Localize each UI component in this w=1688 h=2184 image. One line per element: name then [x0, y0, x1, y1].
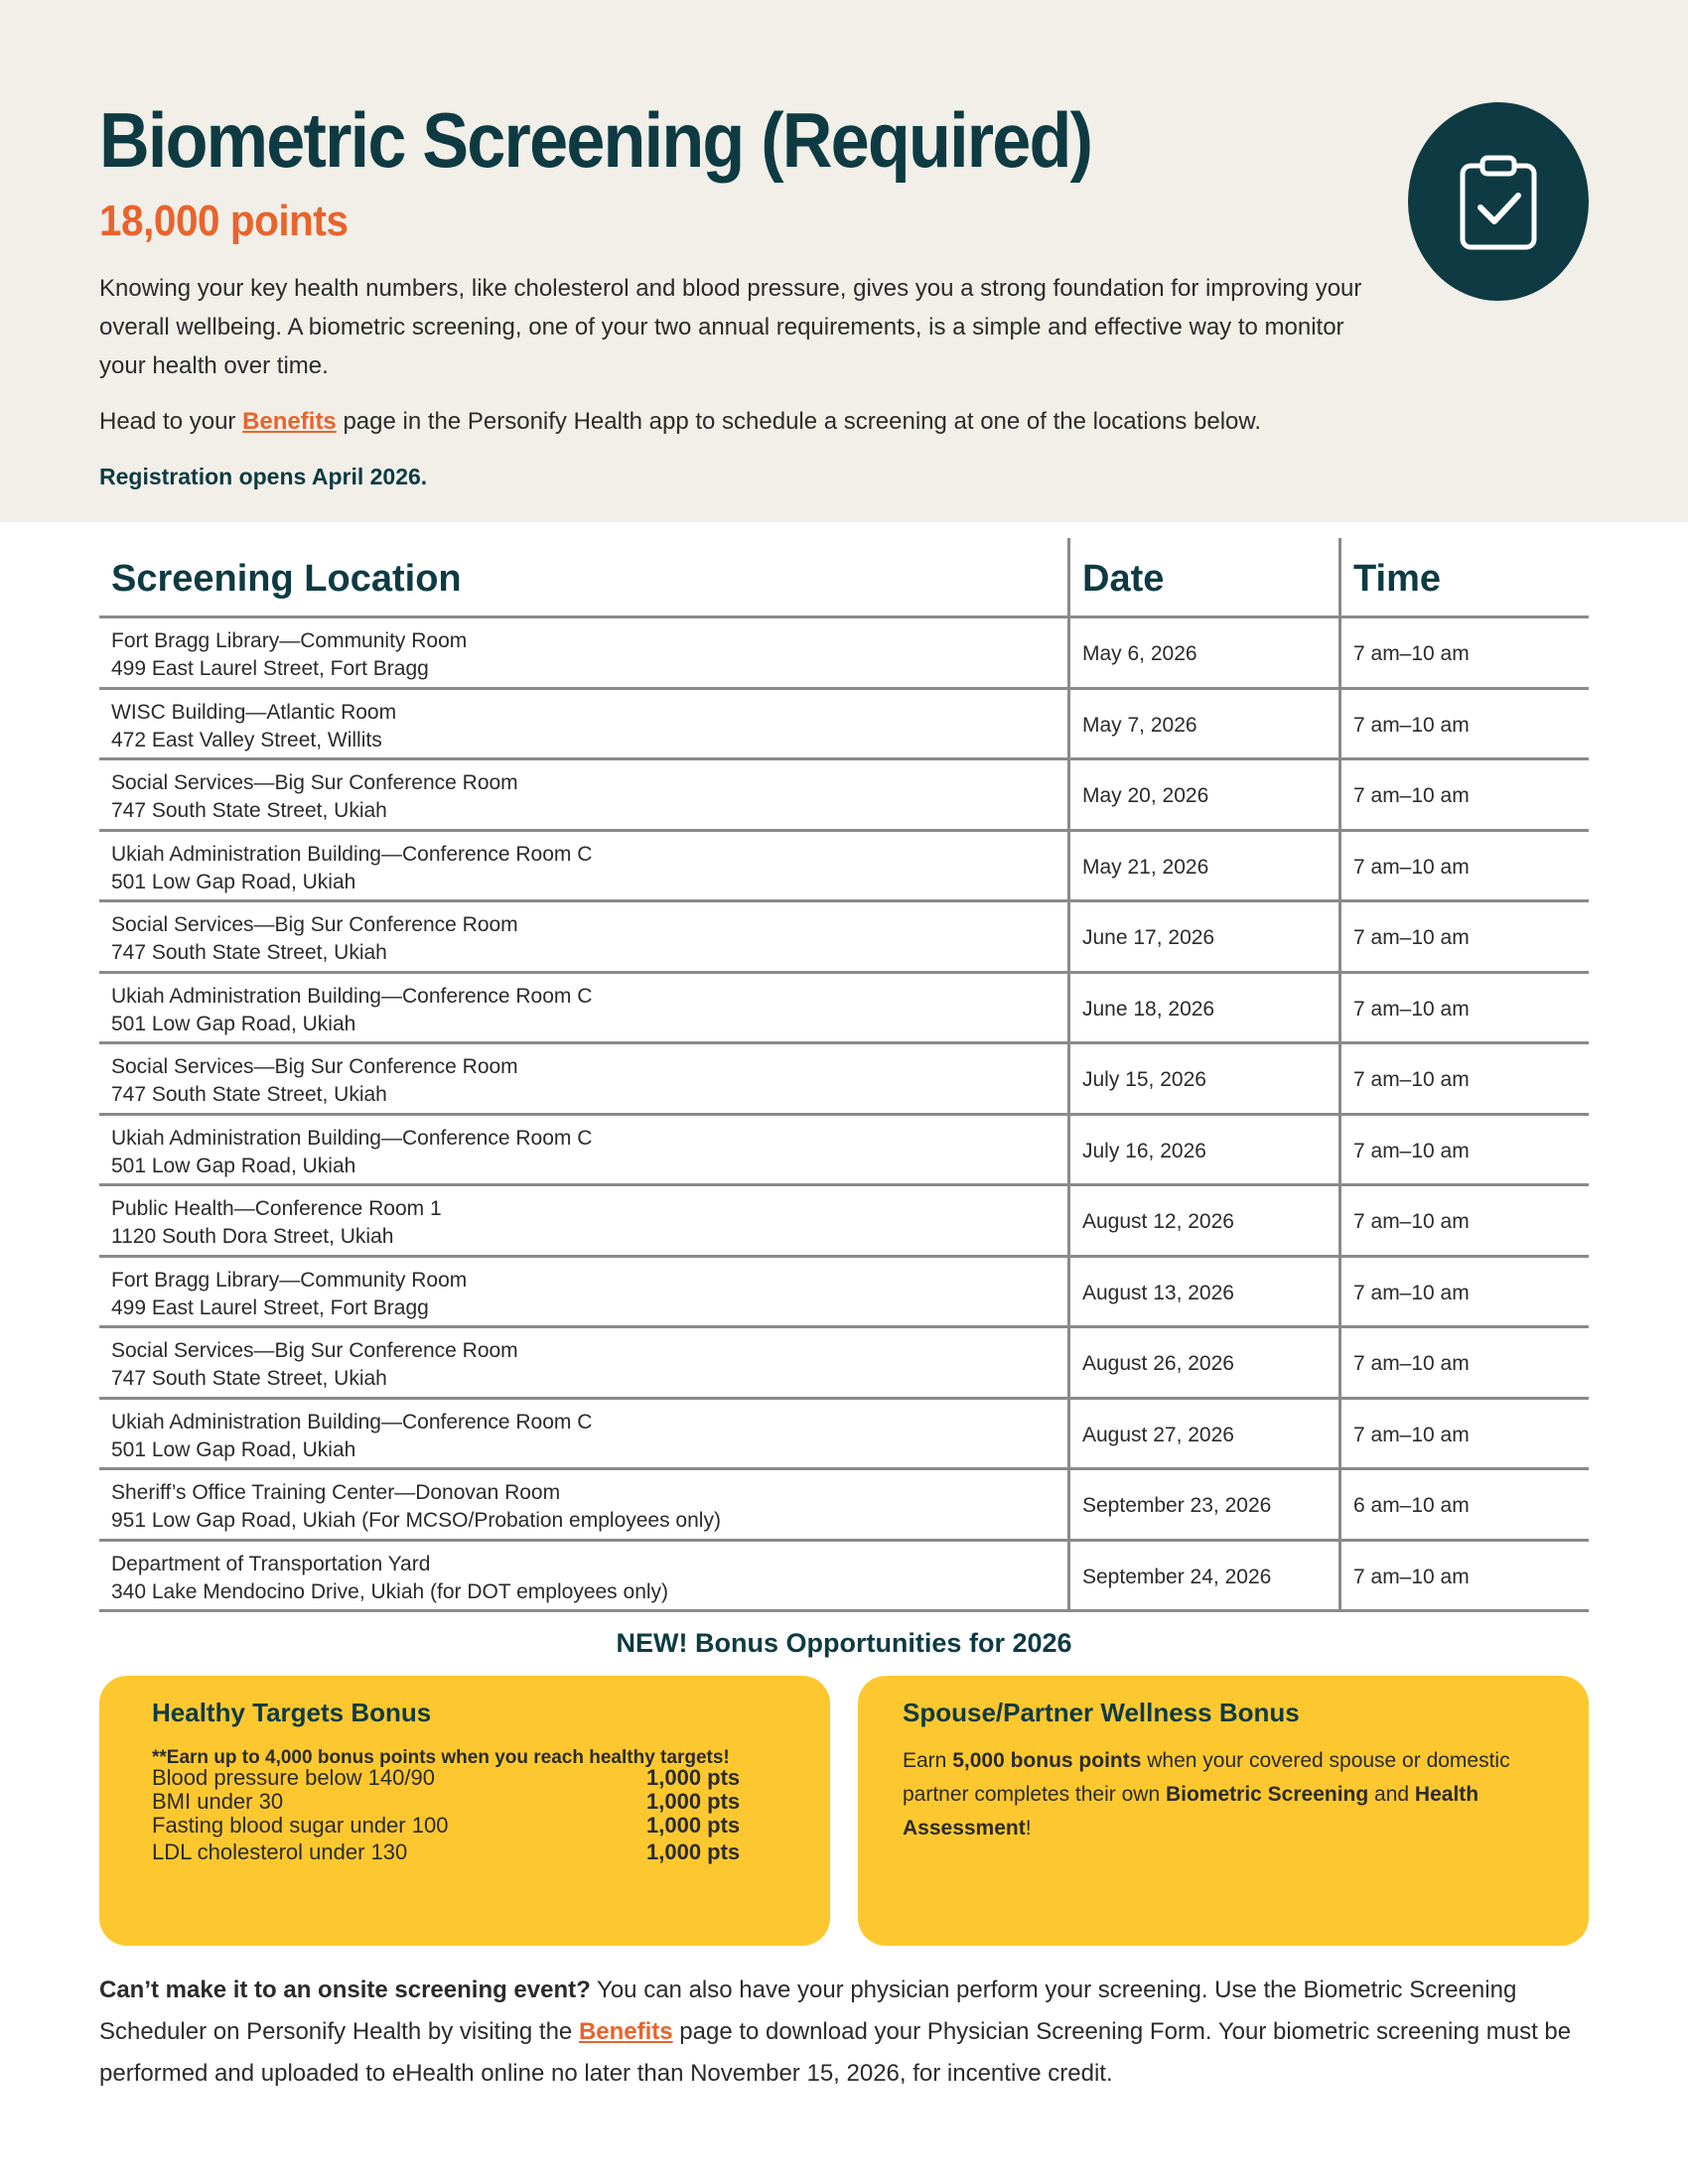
table-row	[99, 902, 1589, 974]
spouse-bold-2: Biometric Screening	[1165, 1783, 1369, 1806]
location-address: 747 South State Street, Ukiah	[111, 1083, 387, 1106]
location-address: 501 Low Gap Road, Ukiah	[111, 1012, 356, 1035]
page-title: Biometric Screening (Required)	[99, 96, 1092, 184]
table-row	[99, 1116, 1589, 1187]
date-cell: May 20, 2026	[1082, 784, 1209, 807]
location-name: Ukiah Administration Building—Conference Room C	[111, 984, 593, 1008]
date-cell: July 16, 2026	[1082, 1139, 1206, 1162]
physician-option-text-2: page to download your Physician Screening Form. Your biometric screening must be performed and uploaded to eHealth online no later than November 15, 2026, for incentive credit.	[99, 2018, 1572, 2087]
time-cell: 7 am–10 am	[1353, 1210, 1470, 1233]
date-cell: May 7, 2026	[1082, 713, 1197, 737]
location-cell	[111, 911, 518, 967]
points-value: 18,000 points	[99, 197, 349, 245]
date-cell: June 18, 2026	[1082, 997, 1215, 1021]
table-row	[99, 1542, 1589, 1613]
spouse-bold-3: Health Assessment	[903, 1783, 1479, 1840]
date-cell: June 17, 2026	[1082, 926, 1215, 949]
target-label: Blood pressure below 140/90	[152, 1765, 435, 1790]
time-cell: 7 am–10 am	[1353, 997, 1470, 1021]
location-name: Fort Bragg Library—Community Room	[111, 1268, 468, 1292]
location-name: Ukiah Administration Building—Conference Room C	[111, 1126, 593, 1150]
time-cell: 7 am–10 am	[1353, 713, 1470, 737]
location-name: Ukiah Administration Building—Conference Room C	[111, 842, 593, 866]
location-name: Fort Bragg Library—Community Room	[111, 629, 468, 652]
table-row	[99, 974, 1589, 1045]
location-address: 501 Low Gap Road, Ukiah	[111, 1437, 356, 1461]
location-cell	[111, 1125, 592, 1180]
location-cell	[111, 983, 592, 1038]
location-name: Sheriff’s Office Training Center—Donovan Room	[111, 1481, 561, 1504]
target-points: 1,000 pts	[646, 1813, 741, 1838]
date-cell: August 13, 2026	[1082, 1281, 1234, 1304]
date-cell: September 24, 2026	[1082, 1565, 1272, 1588]
screening-table	[99, 538, 1589, 1612]
location-cell	[111, 1551, 668, 1606]
time-cell: 6 am–10 am	[1353, 1494, 1470, 1517]
location-address: 1120 South Dora Street, Ukiah	[111, 1225, 394, 1248]
table-row	[99, 1258, 1589, 1329]
location-cell	[111, 1195, 442, 1251]
location-address: 499 East Laurel Street, Fort Bragg	[111, 1296, 429, 1319]
table-row	[99, 760, 1589, 832]
date-cell: July 15, 2026	[1082, 1068, 1206, 1091]
location-address: 951 Low Gap Road, Ukiah (For MCSO/Probation employees only)	[111, 1509, 721, 1532]
instructions-prefix: Head to your	[99, 408, 243, 435]
healthy-targets-title: Healthy Targets Bonus	[152, 1698, 432, 1727]
spouse-text-4: !	[1025, 1817, 1032, 1840]
location-name: Department of Transportation Yard	[111, 1552, 431, 1575]
location-cell	[111, 627, 467, 683]
time-cell: 7 am–10 am	[1353, 1068, 1470, 1091]
spouse-bonus-text	[903, 1744, 1558, 1845]
clipboard-check-icon	[1459, 152, 1538, 251]
location-address: 472 East Valley Street, Willits	[111, 728, 382, 751]
header-time: Time	[1353, 558, 1442, 600]
healthy-targets-card	[99, 1676, 830, 1946]
header-banner	[0, 0, 1688, 522]
location-address: 747 South State Street, Ukiah	[111, 941, 387, 964]
location-address: 501 Low Gap Road, Ukiah	[111, 870, 356, 893]
table-row	[99, 1044, 1589, 1116]
spouse-text-1: Earn	[903, 1749, 953, 1772]
location-name: Social Services—Big Sur Conference Room	[111, 1339, 518, 1362]
time-cell: 7 am–10 am	[1353, 1281, 1470, 1304]
target-label: LDL cholesterol under 130	[152, 1840, 408, 1864]
location-cell	[111, 1409, 592, 1464]
time-cell: 7 am–10 am	[1353, 784, 1470, 807]
spouse-bonus-card	[858, 1676, 1589, 1946]
schedule-instructions	[99, 408, 1589, 436]
location-cell	[111, 1479, 721, 1535]
benefits-link[interactable]: Benefits	[242, 408, 337, 435]
header-location: Screening Location	[111, 558, 462, 600]
intro-paragraph: Knowing your key health numbers, like cholesterol and blood pressure, gives you a strong foundation for improving your overall wellbeing. A biometric screening, one of your two annual requirements, is a simple and effective way to monitor your health over time.	[99, 275, 1362, 379]
location-name: Ukiah Administration Building—Conference Room C	[111, 1410, 593, 1433]
table-row	[99, 832, 1589, 903]
target-label: BMI under 30	[152, 1789, 284, 1814]
instructions-suffix: page in the Personify Health app to schedule a screening at one of the locations below.	[336, 408, 1262, 435]
time-cell: 7 am–10 am	[1353, 926, 1470, 949]
date-cell: August 26, 2026	[1082, 1352, 1234, 1375]
location-address: 501 Low Gap Road, Ukiah	[111, 1154, 356, 1177]
location-cell	[111, 841, 592, 896]
healthy-targets-subtitle: **Earn up to 4,000 bonus points when you reach healthy targets!	[152, 1747, 730, 1768]
location-name: WISC Building—Atlantic Room	[111, 700, 397, 724]
location-cell	[111, 769, 518, 825]
date-cell: August 12, 2026	[1082, 1210, 1234, 1233]
location-address: 340 Lake Mendocino Drive, Ukiah (for DOT employees only)	[111, 1579, 669, 1603]
physician-option-paragraph	[99, 1970, 1609, 2095]
date-cell: May 21, 2026	[1082, 855, 1209, 879]
physician-option-text-1: You can also have your physician perform your screening. Use the Biometric Screening Scheduler on Personify Health by visiting the	[99, 1977, 1517, 2045]
location-name: Social Services—Big Sur Conference Room	[111, 1055, 518, 1078]
location-address: 747 South State Street, Ukiah	[111, 799, 387, 822]
table-row	[99, 618, 1589, 690]
table-row	[99, 1400, 1589, 1471]
table-row	[99, 1186, 1589, 1258]
registration-notice: Registration opens April 2026.	[99, 464, 428, 489]
date-cell: August 27, 2026	[1082, 1423, 1234, 1446]
location-name: Public Health—Conference Room 1	[111, 1197, 442, 1220]
spouse-text-2: when your covered spouse or domestic partner completes their own	[903, 1749, 1510, 1806]
spouse-bold-1: 5,000 bonus points	[952, 1749, 1142, 1772]
physician-option-lead: Can’t make it to an onsite screening event?	[99, 1977, 591, 2003]
location-cell	[111, 1267, 467, 1322]
spouse-text-3: and	[1368, 1783, 1415, 1806]
clipboard-badge	[1408, 102, 1589, 301]
location-cell	[111, 699, 396, 754]
time-cell: 7 am–10 am	[1353, 1352, 1470, 1375]
time-cell: 7 am–10 am	[1353, 642, 1470, 665]
target-label: Fasting blood sugar under 100	[152, 1813, 449, 1838]
time-cell: 7 am–10 am	[1353, 1565, 1470, 1588]
time-cell: 7 am–10 am	[1353, 855, 1470, 879]
table-header	[99, 538, 1589, 618]
table-row	[99, 1470, 1589, 1542]
bonus-section-title: NEW! Bonus Opportunities for 2026	[616, 1628, 1072, 1658]
table-body	[99, 618, 1589, 1612]
location-name: Social Services—Big Sur Conference Room	[111, 771, 518, 794]
location-cell	[111, 1053, 518, 1109]
date-cell: September 23, 2026	[1082, 1494, 1272, 1517]
table-row	[99, 1328, 1589, 1400]
header-date: Date	[1082, 558, 1165, 600]
target-points: 1,000 pts	[646, 1765, 741, 1790]
target-points: 1,000 pts	[646, 1789, 741, 1814]
location-name: Social Services—Big Sur Conference Room	[111, 913, 518, 936]
time-cell: 7 am–10 am	[1353, 1139, 1470, 1162]
table-row	[99, 690, 1589, 761]
location-address: 747 South State Street, Ukiah	[111, 1367, 387, 1390]
location-address: 499 East Laurel Street, Fort Bragg	[111, 657, 429, 680]
spouse-bonus-title: Spouse/Partner Wellness Bonus	[903, 1698, 1300, 1727]
time-cell: 7 am–10 am	[1353, 1423, 1470, 1446]
target-points: 1,000 pts	[646, 1840, 741, 1864]
location-cell	[111, 1337, 518, 1393]
date-cell: May 6, 2026	[1082, 642, 1197, 665]
benefits-link-footer[interactable]: Benefits	[578, 2018, 673, 2045]
